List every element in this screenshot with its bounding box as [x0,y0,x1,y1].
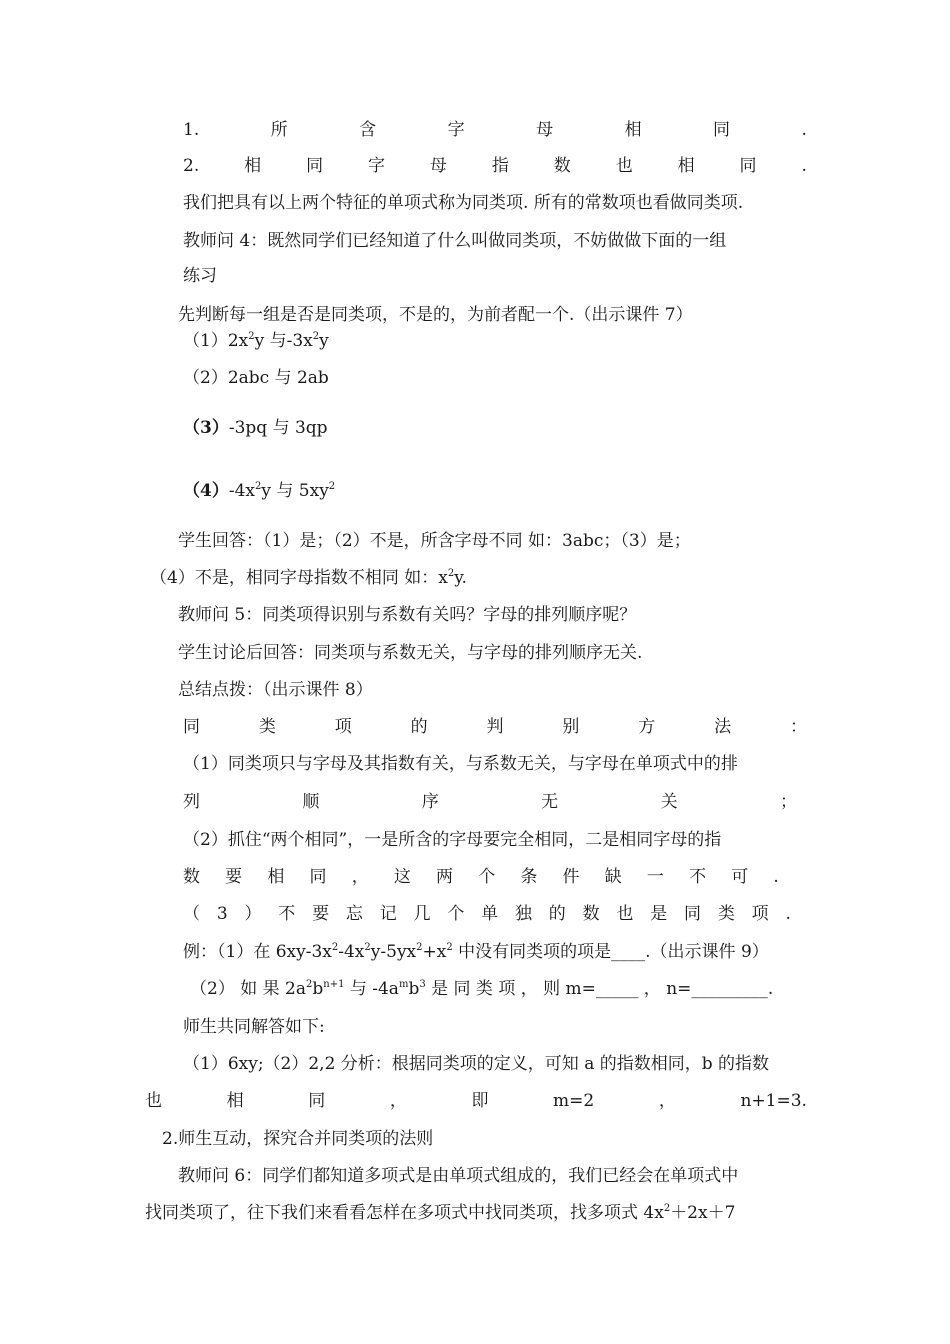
glyph: 数 [582,904,600,924]
solution-cont [145,1089,807,1113]
feature-line-1 [183,118,807,142]
teacher-question-6: 教师问 6：同学们都知道多项式是由单项式组成的，我们已经会在单项式中 [178,1166,739,1186]
glyph: 几 [413,904,431,924]
glyph: 相 [244,156,262,176]
glyph: 缺 [604,867,622,887]
glyph: 无 [541,792,559,812]
glyph: 忘 [345,904,363,924]
glyph: 1. [183,120,200,140]
solve-title: 师生共同解答如下: [183,1017,325,1037]
glyph: n+1=3. [740,1091,807,1111]
student-answer: 学生回答：（1）是；（2）不是，所含字母不同 如：3abc；（3）是； [178,531,691,551]
glyph: 3 [216,904,228,924]
glyph: 同 [308,1091,326,1111]
glyph: ， [658,1091,676,1111]
glyph: 同 [306,156,324,176]
teacher-question-5: 教师问 5：同类项得识别与系数有关吗？字母的排列顺序呢？ [178,605,637,625]
glyph: 的 [410,717,428,737]
glyph: 相 [677,156,695,176]
solution: （1）6xy;（2）2,2 分析：根据同类项的定义，可知 a 的指数相同，b 的指数 [183,1054,770,1074]
glyph: 一 [646,867,664,887]
glyph: 字 [368,156,385,176]
glyph: 母 [536,120,554,140]
glyph: 列 [183,792,200,812]
glyph: m=2 [553,1091,595,1111]
glyph: 独 [514,904,532,924]
exercise-4: $(4)-4x^2y$ 与 $5xy^2$ [183,481,336,501]
glyph: 的 [548,904,566,924]
glyph: 法 [714,717,732,737]
glyph: 数 [553,156,571,176]
glyph: 指 [491,156,509,176]
glyph: . [801,156,807,176]
glyph: 两 [436,867,454,887]
glyph: 记 [379,904,397,924]
exercise-3: （3）-3pq 与 3qp [183,418,328,438]
student-answer-cont: （4）不是，相同字母指数不相同 如：$x^2y$. [150,568,467,588]
glyph: 项 [751,904,769,924]
glyph: 相 [267,867,285,887]
teacher-question-4-cont: 练习 [183,266,217,286]
glyph: 项 [334,717,352,737]
glyph: 2. [183,156,200,176]
rule-3 [183,902,791,926]
glyph: 这 [393,867,411,887]
exercise-2: （2）2abc 与 2ab [183,368,329,388]
glyph: 关 [660,792,678,812]
glyph: ， [351,867,369,887]
glyph: 可 [731,867,749,887]
method-heading [183,715,807,739]
glyph: 同 [183,717,200,737]
example-1: 例：（1）在 $6xy-3x^2-4x^2y-5yx^2+x^2$ 中没有同类项的项是____.（出示课件 9） [183,942,769,962]
definition-sentence: 我们把具有以上两个特征的单项式称为同类项. 所有的常数项也看做同类项. [183,193,744,213]
glyph: 顺 [302,792,320,812]
glyph: 判 [486,717,504,737]
glyph: 相 [624,120,642,140]
glyph: 不 [278,904,296,924]
glyph: 数 [183,867,200,887]
glyph: 含 [359,120,377,140]
glyph: 条 [520,867,538,887]
summary-title: 总结点拨：（出示课件 8） [178,680,373,700]
feature-line-2 [183,154,807,178]
glyph: 单 [481,904,499,924]
glyph: ： [790,717,807,737]
section-2-title: 2.师生互动，探究合并同类项的法则 [162,1129,434,1149]
glyph: 类 [258,717,276,737]
exercise-1: $(1)2x^2y$ 与$-3x^2y$ [183,331,329,351]
glyph: 同 [309,867,327,887]
rule-1-cont [183,790,797,814]
glyph: . [785,904,791,924]
rule-1: （1）同类项只与字母及其指数有关，与系数无关，与字母在单项式中的排 [183,754,738,774]
glyph: 同 [713,120,731,140]
rule-2: （2）抓住“两个相同”，一是所含的字母要完全相同，二是相同字母的指 [183,830,722,850]
glyph: ） [244,904,262,924]
glyph: 序 [421,792,439,812]
glyph: 要 [225,867,243,887]
glyph: 类 [717,904,735,924]
glyph: 同 [684,904,702,924]
glyph: 个 [478,867,496,887]
exercise-instruction: 先判断每一组是否是同类项，不是的，为前者配一个.（出示课件 7） [178,305,693,325]
glyph: ； [779,792,797,812]
glyph: 是 [650,904,668,924]
glyph: 即 [471,1091,489,1111]
glyph: 相 [226,1091,244,1111]
glyph: 要 [312,904,330,924]
glyph: 所 [270,120,288,140]
glyph: ， [389,1091,407,1111]
teacher-question-6-cont: 找同类项了，往下我们来看看怎样在多项式中找同类项，找多项式 $4x^2+2x+7$ [145,1203,736,1223]
glyph: （ [183,904,200,924]
rule-2-cont [183,865,779,889]
example-2: （2） 如 果 $2a^2b^{n+1}$ 与 $-4a^mb^3$ 是 同 类 项 ， 则 m=_____ ， n=_________. [190,979,774,999]
glyph: 方 [638,717,656,737]
glyph: 别 [562,717,580,737]
glyph: . [773,867,779,887]
glyph: 不 [689,867,707,887]
glyph: 同 [739,156,757,176]
glyph: 件 [562,867,580,887]
glyph: 也 [145,1091,162,1111]
teacher-question-4: 教师问 4：既然同学们已经知道了什么叫做同类项，不妨做做下面的一组 [183,231,727,251]
glyph: 也 [616,904,634,924]
glyph: 也 [615,156,633,176]
glyph: 个 [447,904,465,924]
glyph: . [801,120,807,140]
student-discussion: 学生讨论后回答：同类项与系数无关，与字母的排列顺序无关. [178,643,643,663]
glyph: 母 [429,156,447,176]
glyph: 字 [447,120,465,140]
